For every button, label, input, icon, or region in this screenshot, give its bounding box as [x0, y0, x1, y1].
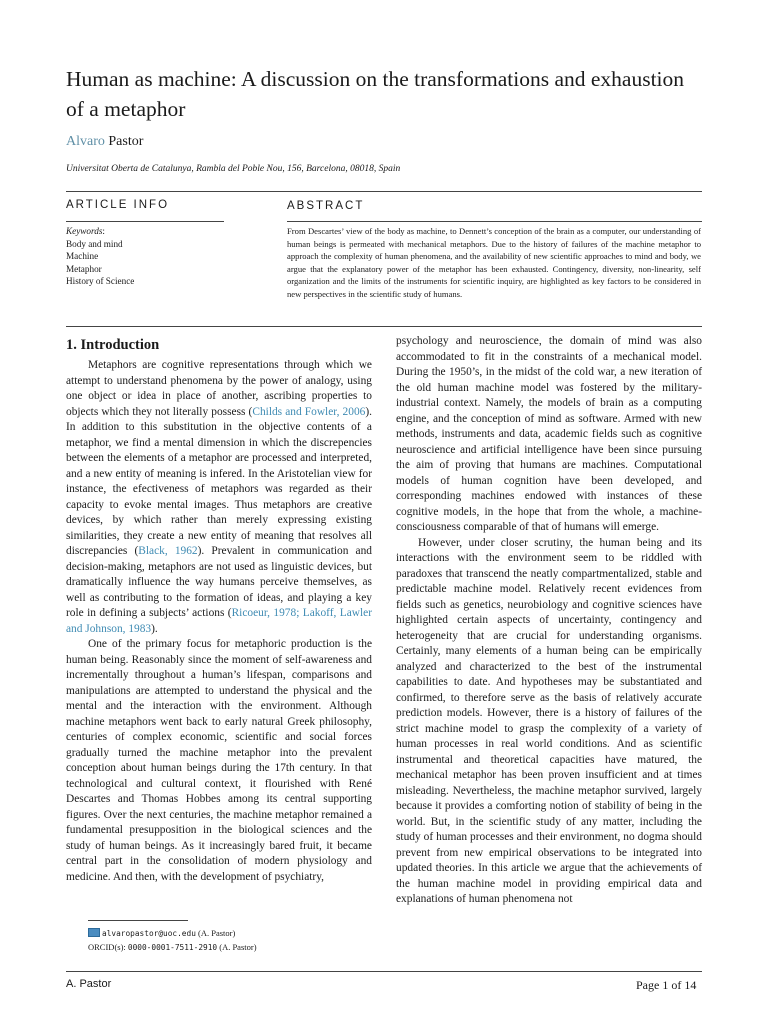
- section-heading-introduction: 1. Introduction: [66, 337, 160, 353]
- article-info-rule: [66, 221, 224, 222]
- abstract-rule: [287, 221, 702, 222]
- author-first-name[interactable]: Alvaro: [66, 134, 105, 149]
- keywords-label: Keywords:: [66, 226, 105, 236]
- keywords-block: [66, 225, 134, 288]
- abstract-text: From Descartes’ view of the body as machine, to Dennett’s conception of the brain as a computer, our understanding of human beings is permeated with mechanical metaphors. Due to the history of failures of the machine metaphor to approach the complexity of human phenomena, and the availability of new scientific approaches to mind and body, we argue that the explanatory power of the metaphor has been exhausted. Contingency, diversity, non-linearity, self organization and the limits of the instruments for scientific inquiry, are highlighted as key factors to be considered in new perspectives in the scientific study of humans.: [287, 226, 701, 299]
- footer-rule: [66, 971, 702, 972]
- footnote-orcid-line: ORCID(s): 0000-0001-7511-2910 (A. Pastor): [88, 941, 257, 952]
- orcid-link[interactable]: 0000-0001-7511-2910: [127, 942, 218, 952]
- footnote-email-line: alvaropastor@uoc.edu (A. Pastor): [88, 927, 257, 941]
- article-info-heading: ARTICLE INFO: [66, 199, 170, 211]
- body-rule: [66, 326, 702, 327]
- footer-author: A. Pastor: [66, 978, 112, 990]
- author-last-name: Pastor: [108, 134, 144, 149]
- intro-paragraph-1: Metaphors are cognitive representations through which we attempt to understand phenomena by the power of analogy, using one object or idea in place of another, ascribing properties to objects which they not literally possess (Childs and Fowler, 2006). In addition to this substitution in the objective contents of a metaphor, we find a mental dimension in which the discrepencies between the elements of a metaphor are processed and interpreted, and a new entity of meaning is infered. In the Aristotelian view for instance, the efectiveness of metaphors was regarded as their capacity to evoke mental images. Thus metaphors are creative devices, by which rather than merely expressing existing similarities, they create a new entity of meaning that resolves all discrepancies (Black, 1962). Prevalent in communication and decision-making, metaphors are not used as linguistic devices, but dramatically influence the way humans perceive themselves, as well as contributing to the formation of ideas, and playing a key role in defining a subjects’ actions (Ricoeur, 1978; Lakoff, Lawler and Johnson, 1983).: [66, 359, 373, 635]
- keyword-item: History of Science: [66, 276, 135, 287]
- citation-link[interactable]: Black, 1962: [138, 545, 198, 557]
- envelope-icon[interactable]: [88, 928, 100, 937]
- citation-link[interactable]: Ricoeur, 1978; Lakoff, Lawler and Johnson, 1983: [66, 607, 372, 635]
- affiliation: Universitat Oberta de Catalunya, Rambla del Poble Nou, 156, Barcelona, 08018, Spain: [66, 164, 401, 174]
- intro-paragraph-3: psychology and neuroscience, the domain of mind was also accommodated to fit in the constraints of a mechanical model. During the 1950’s, in the midst of the cold war, a new iteration of the old human machine model was fostered by the military-industrial context. Namely, the models of brain as a computing engine, and the conception of mind as software. Armed with new methods, instruments and data, academic fields such as cognitive neuroscience and artificial intelligence have been since pursuing the aim of proving that humans are machines. Computational models of human cognition have been developed, and corresponding machines endowed with instances of these cognitive models, in the hope that from the whole, a machine-consciousness comparable of that of humans will emerge.: [396, 335, 702, 533]
- keyword-item: Body and mind: [66, 238, 123, 249]
- footnote: [88, 927, 257, 954]
- intro-paragraph-4: However, under closer scrutiny, the human being and its interactions with the environment seem to be riddled with paradoxes that transcend the neatly compartmentalized, stable and predictable machine model. Relatively recent evidences from fields such as genetics, neurobiology and cognitive sciences have highlighted certain aspects of uncertainty, contingency and heterogeneity that are crucial for understanding organisms. Certainly, many elements of a human being can be empirically analyzed and characterized to the best of the instrumental capabilities to date. And hypotheses may be substantiated and confirmed, to therefore serve as the basis of relatively accurate prediction models. However, there is a history of failures of the strict machine model to grasp the complexity of a variety of human processes in real world conditions. And as scientific instrumental and theoretical capacities have matured, the mechanical metaphor has been proven insufficient and at times misleading. Nevertheless, the machine metaphor survived, largely because it provides a comforting notion of stability of being in the world. But, in the scientific study of any matter, including the study of human processes and their environment, no dogma should prevent from new empirical observations to be integrated into updated theories. In this article we argue that the achievements of the human machine model in providing empirical data and explanations of human phenomena not: [396, 536, 702, 905]
- keyword-item: Metaphor: [66, 263, 102, 274]
- footnote-rule: [88, 920, 188, 921]
- abstract-heading: ABSTRACT: [287, 200, 365, 212]
- right-column: [396, 334, 702, 908]
- page-number: Page 1 of 14: [636, 978, 697, 992]
- citation-link[interactable]: Childs and Fowler, 2006: [252, 405, 366, 418]
- header-rule: [66, 191, 702, 192]
- left-column: [66, 358, 372, 885]
- email-link[interactable]: alvaropastor@uoc.edu: [102, 929, 196, 938]
- paper-title: Human as machine: A discussion on the transformations and exhaustion of a metaphor: [66, 67, 685, 121]
- intro-paragraph-2: One of the primary focus for metaphoric production is the human being. Reasonably since the moment of self-awareness and incrementally throughout a human’s lifespan, comparisons and manipulations are attempted to understand the physical and the mental and the interaction with the environment. Although machine metaphors went back to early natural Greek philosophy, centuries of complex economic, scientific and social forces gradually turned the machine metaphor into the prevalent conception about human beings during the 17th century. In that technological and cultural context, it flourished with René Descartes and Thomas Hobbes among its central supporting figures. Over the next centuries, the machine metaphor remained a fundamental presupposition in the biological sciences and the study of human beings. As it increasingly bared fruit, it became central part in the consolidation of modern physiology and medicine. And then, with the development of psychiatry,: [66, 638, 372, 883]
- keyword-item: Machine: [66, 251, 99, 262]
- author-name: [66, 134, 143, 150]
